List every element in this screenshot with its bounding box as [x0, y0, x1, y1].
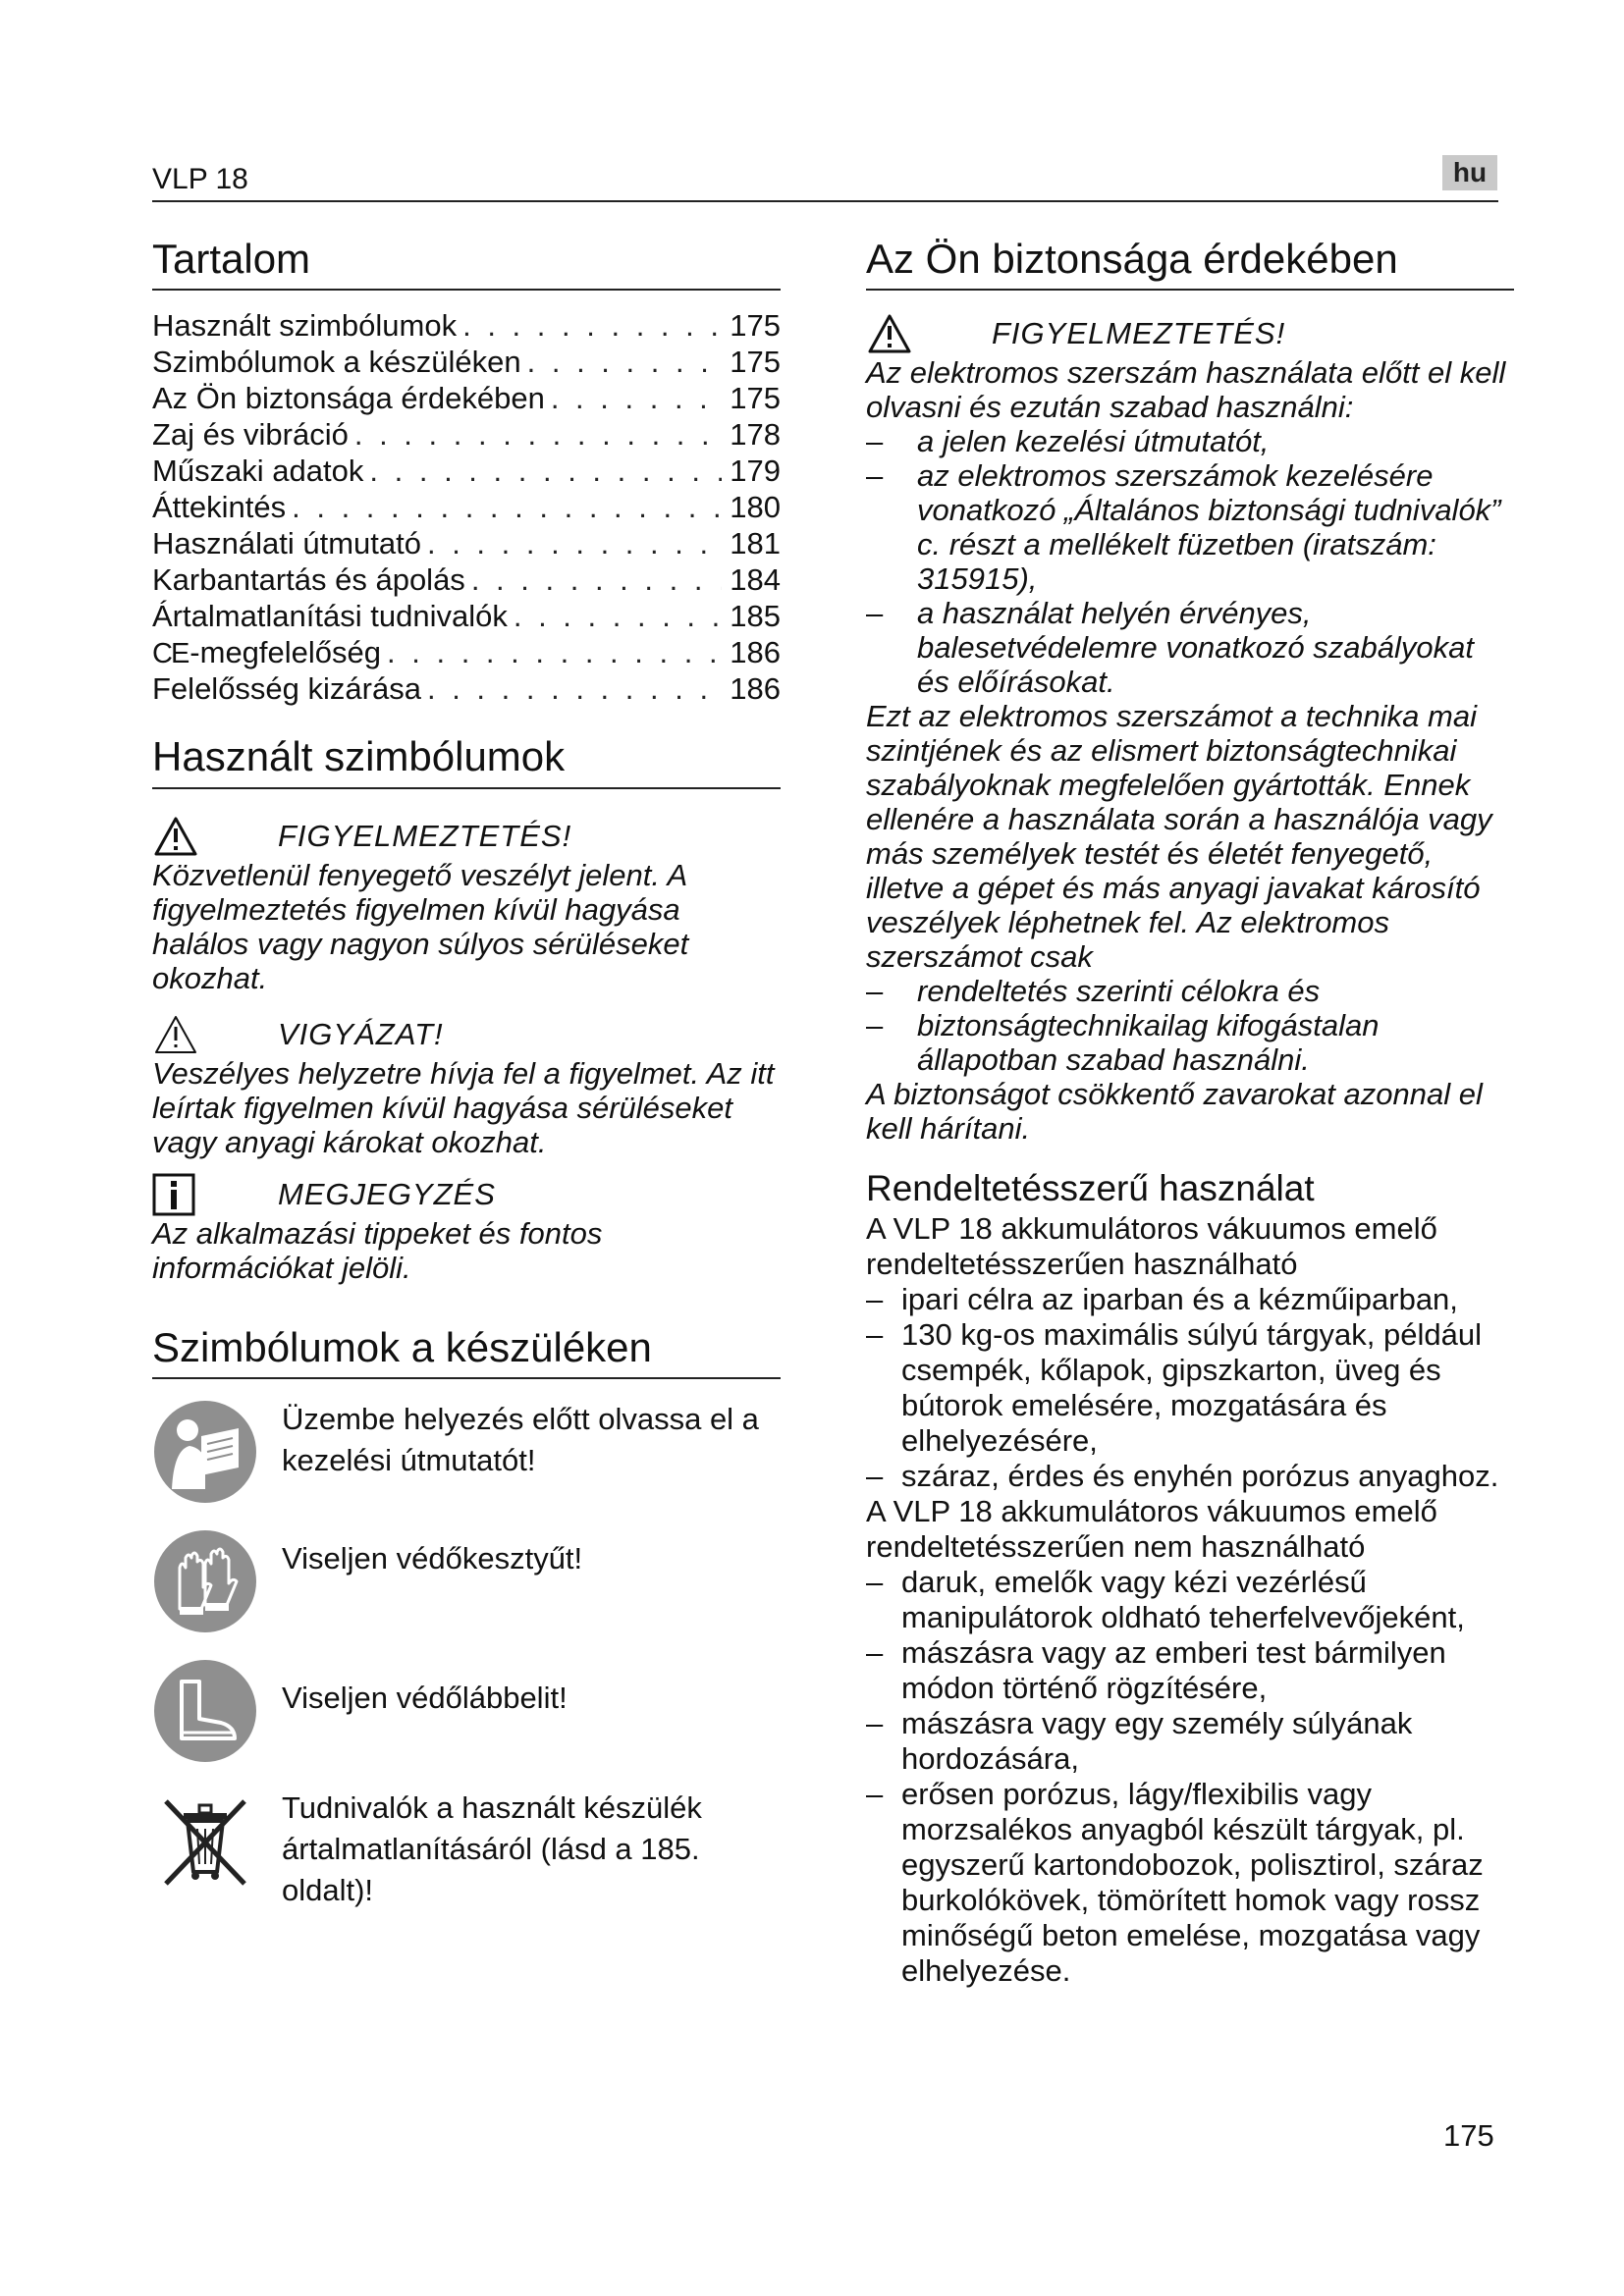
safety-boots-icon: [152, 1658, 258, 1764]
list-item: – mászásra vagy az emberi test bármilyen módon történő rögzítésére,: [866, 1635, 1514, 1706]
toc-item[interactable]: Az Ön biztonsága érdekében . . . 175: [152, 381, 781, 417]
caution-triangle-icon: [152, 1013, 221, 1056]
device-symbol-text: Viseljen védőkesztyűt!: [282, 1540, 583, 1575]
device-symbol-text: Viseljen védőlábbelit!: [282, 1680, 568, 1715]
intended-use-intro: A VLP 18 akkumulátoros vákuumos emelő rendeltetésszerűen használható: [866, 1210, 1437, 1281]
toc-item[interactable]: Szimbólumok a készüléken . . . 175: [152, 345, 781, 381]
intended-use-list: [866, 1282, 1514, 1494]
list-item: – erősen porózus, lágy/flexibilis vagy morzsalékos anyagból készült tárgyak, pl. egyszerű kartondobozok, polisztirol, száraz burkolókövek, tömörített homok vagy rossz minőségű beton emelése, mozgatása vagy elhelyezése.: [866, 1777, 1514, 1989]
list-item: – rendeltetés szerinti célokra és: [866, 974, 1514, 1008]
list-item: – mászásra vagy egy személy súlyának hordozására,: [866, 1706, 1514, 1777]
list-item: – az elektromos szerszámok kezelésére vonatkozó „Általános biztonsági tudnivalók” c. részt a mellékelt füzetben (iratszám: 315915),: [866, 458, 1514, 596]
note-label: MEGJEGYZÉS: [278, 1176, 496, 1211]
toc-item[interactable]: Ártalmatlanítási tudnivalók . . . 185: [152, 599, 781, 635]
language-badge: hu: [1442, 155, 1497, 190]
warning-heading: [152, 815, 781, 858]
safety-warning-heading: [866, 312, 1514, 355]
ce-mark-icon: CE: [152, 638, 189, 670]
warning-triangle-icon: [152, 815, 221, 858]
device-symbol-text: Tudnivalók a használt készülék ártalmatlanításáról (lásd a 185. oldalt)!: [282, 1789, 702, 1907]
warning-label: FIGYELMEZTETÉS!: [278, 818, 572, 853]
safety-paragraph: Ezt az elektromos szerszámot a technika mai szintjének és az elismert biztonságtechnikai szabályoknak megfelelően gyártották. Ennek ellenére a használata során a használója vagy más személyek testét és életét fenyegető, illetve a gépet és más anyagi javakat károsító veszélyek léphetnek fel. Az elektromos szerszámot csak: [866, 699, 1492, 975]
document-title: VLP 18: [152, 163, 248, 195]
table-of-contents: [152, 308, 781, 708]
list-item: – a jelen kezelési útmutatót,: [866, 424, 1514, 458]
header-divider: [152, 200, 1498, 202]
note-heading: [152, 1173, 781, 1216]
read-manual-icon: [152, 1399, 258, 1505]
not-intended-use-list: [866, 1565, 1514, 1989]
toc-item[interactable]: Zaj és vibráció . . . 178: [152, 417, 781, 454]
warning-triangle-icon: [866, 312, 935, 355]
safety-title: Az Ön biztonsága érdekében: [866, 236, 1514, 291]
list-item: – száraz, érdes és enyhén porózus anyaghoz.: [866, 1459, 1514, 1494]
list-item: – a használat helyén érvényes, balesetvédelemre vonatkozó szabályokat és előírásokat.: [866, 596, 1514, 699]
list-item: – daruk, emelők vagy kézi vezérlésű manipulátorok oldható teherfelvevőjeként,: [866, 1565, 1514, 1635]
list-item: – biztonságtechnikailag kifogástalan állapotban szabad használni.: [866, 1008, 1514, 1077]
toc-item[interactable]: Műszaki adatok . . . 179: [152, 454, 781, 490]
device-symbol-item: [152, 1788, 781, 1911]
crossed-bin-icon: [152, 1788, 258, 1894]
note-text: Az alkalmazási tippeket és fontos információkat jelöli.: [152, 1215, 603, 1285]
device-symbols-title: Szimbólumok a készüléken: [152, 1324, 781, 1379]
toc-item[interactable]: Karbantartás és ápolás . . . 184: [152, 562, 781, 599]
not-intended-use-intro: A VLP 18 akkumulátoros vákuumos emelő rendeltetésszerűen nem használható: [866, 1493, 1437, 1564]
safety-intro: Az elektromos szerszám használata előtt el kell olvasni és ezután szabad használni:: [866, 355, 1506, 425]
page-number: 175: [1443, 2118, 1494, 2153]
symbols-used-title: Használt szimbólumok: [152, 733, 781, 788]
list-item: – ipari célra az iparban és a kézműiparban,: [866, 1282, 1514, 1317]
right-column: [866, 236, 1514, 1989]
warning-text: Közvetlenül fenyegető veszélyt jelent. A figyelmeztetés figyelmen kívül hagyása halálos vagy nagyon súlyos sérüléseket okozhat.: [152, 857, 689, 995]
left-column: [152, 236, 781, 1911]
toc-item[interactable]: Használt szimbólumok . . . 175: [152, 308, 781, 345]
toc-item[interactable]: CE-megfelelőség . . . 186: [152, 635, 781, 671]
caution-text: Veszélyes helyzetre hívja fel a figyelmet. Az itt leírtak figyelmen kívül hagyása sérüléseket vagy anyagi károkat okozhat.: [152, 1055, 775, 1159]
safety-reading-list: [866, 424, 1514, 699]
toc-item[interactable]: Felelősség kizárása . . . 186: [152, 671, 781, 708]
safety-conditions-list: [866, 974, 1514, 1077]
info-icon: [152, 1173, 221, 1216]
safety-closing: A biztonságot csökkentő zavarokat azonnal el kell hárítani.: [866, 1077, 1483, 1147]
safety-warning-label: FIGYELMEZTETÉS!: [992, 316, 1286, 351]
intended-use-title: Rendeltetésszerű használat: [866, 1168, 1315, 1209]
caution-heading: [152, 1013, 781, 1056]
device-symbol-item: [152, 1528, 781, 1634]
gloves-icon: [152, 1528, 258, 1634]
caution-label: VIGYÁZAT!: [278, 1016, 444, 1051]
device-symbol-item: [152, 1399, 781, 1505]
toc-item[interactable]: Használati útmutató . . . 181: [152, 526, 781, 562]
toc-title: Tartalom: [152, 236, 781, 291]
device-symbol-text: Üzembe helyezés előtt olvassa el a kezelési útmutatót!: [282, 1401, 759, 1477]
device-symbol-item: [152, 1658, 781, 1764]
list-item: – 130 kg-os maximális súlyú tárgyak, például csempék, kőlapok, gipszkarton, üveg és bútorok emelésére, mozgatására és elhelyezésére,: [866, 1317, 1514, 1459]
toc-item[interactable]: Áttekintés . . . 180: [152, 490, 781, 526]
